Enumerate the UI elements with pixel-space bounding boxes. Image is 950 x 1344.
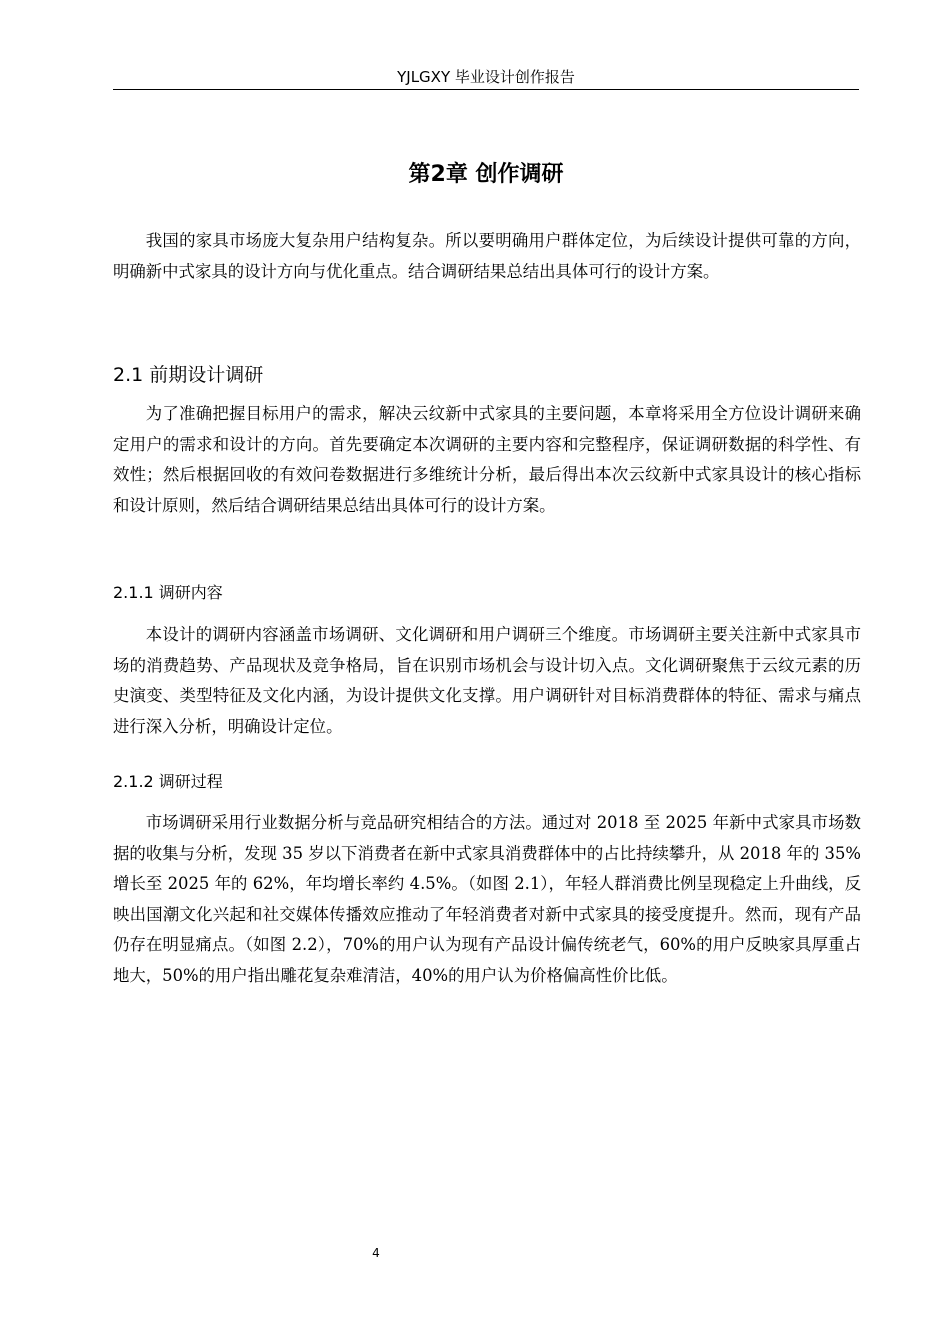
section-2-1-2-heading: 2.1.2 调研过程 bbox=[113, 772, 223, 791]
section-2-1-1-heading: 2.1.1 调研内容 bbox=[113, 583, 223, 602]
section-2-1-1-paragraph: 本设计的调研内容涵盖市场调研、文化调研和用户调研三个维度。市场调研主要关注新中式家具市场的消费趋势、产品现状及竞争格局，旨在识别市场机会与设计切入点。文化调研聚焦于云纹元素的历史演变、类型特征及文化内涵，为设计提供文化支撑。用户调研针对目标消费群体的特征、需求与痛点进行深入分析，明确设计定位。 bbox=[113, 625, 861, 736]
section-2-1-paragraph: 为了准确把握目标用户的需求，解决云纹新中式家具的主要问题，本章将采用全方位设计调研来确定用户的需求和设计的方向。首先要确定本次调研的主要内容和完整程序，保证调研数据的科学性、有效性；然后根据回收的有效问卷数据进行多维统计分析，最后得出本次云纹新中式家具设计的核心指标和设计原则，然后结合调研结果总结出具体可行的设计方案。 bbox=[113, 404, 861, 515]
running-header: YJLGXY 毕业设计创作报告 bbox=[397, 68, 575, 86]
chapter-title: 第2章 创作调研 bbox=[408, 162, 564, 187]
page-number: 4 bbox=[372, 1246, 380, 1260]
section-2-1-heading: 2.1 前期设计调研 bbox=[113, 364, 264, 386]
chapter-intro-paragraph: 我国的家具市场庞大复杂用户结构复杂。所以要明确用户群体定位，为后续设计提供可靠的方向，明确新中式家具的设计方向与优化重点。结合调研结果总结出具体可行的设计方案。 bbox=[113, 231, 861, 281]
section-2-1-2-paragraph: 市场调研采用行业数据分析与竞品研究相结合的方法。通过对 2018 至 2025 年新中式家具市场数据的收集与分析，发现 35 岁以下消费者在新中式家具消费群体中的占比持续攀升，从 2018 年的 35%增长至 2025 年的 62%，年均增长率约 4.5%。（如图 2.1），年轻人群消费比例呈现稳定上升曲线，反映出国潮文化兴起和社交媒体传播效应推动了年轻消费者对新中式家具的接受度提升。然而，现有产品仍存在明显痛点。（如图 2.2），70%的用户认为现有产品设计偏传统老气，60%的用户反映家具厚重占地大，50%的用户指出雕花复杂难清洁，40%的用户认为价格偏高性价比低。 bbox=[113, 813, 861, 985]
header-rule bbox=[113, 89, 859, 90]
